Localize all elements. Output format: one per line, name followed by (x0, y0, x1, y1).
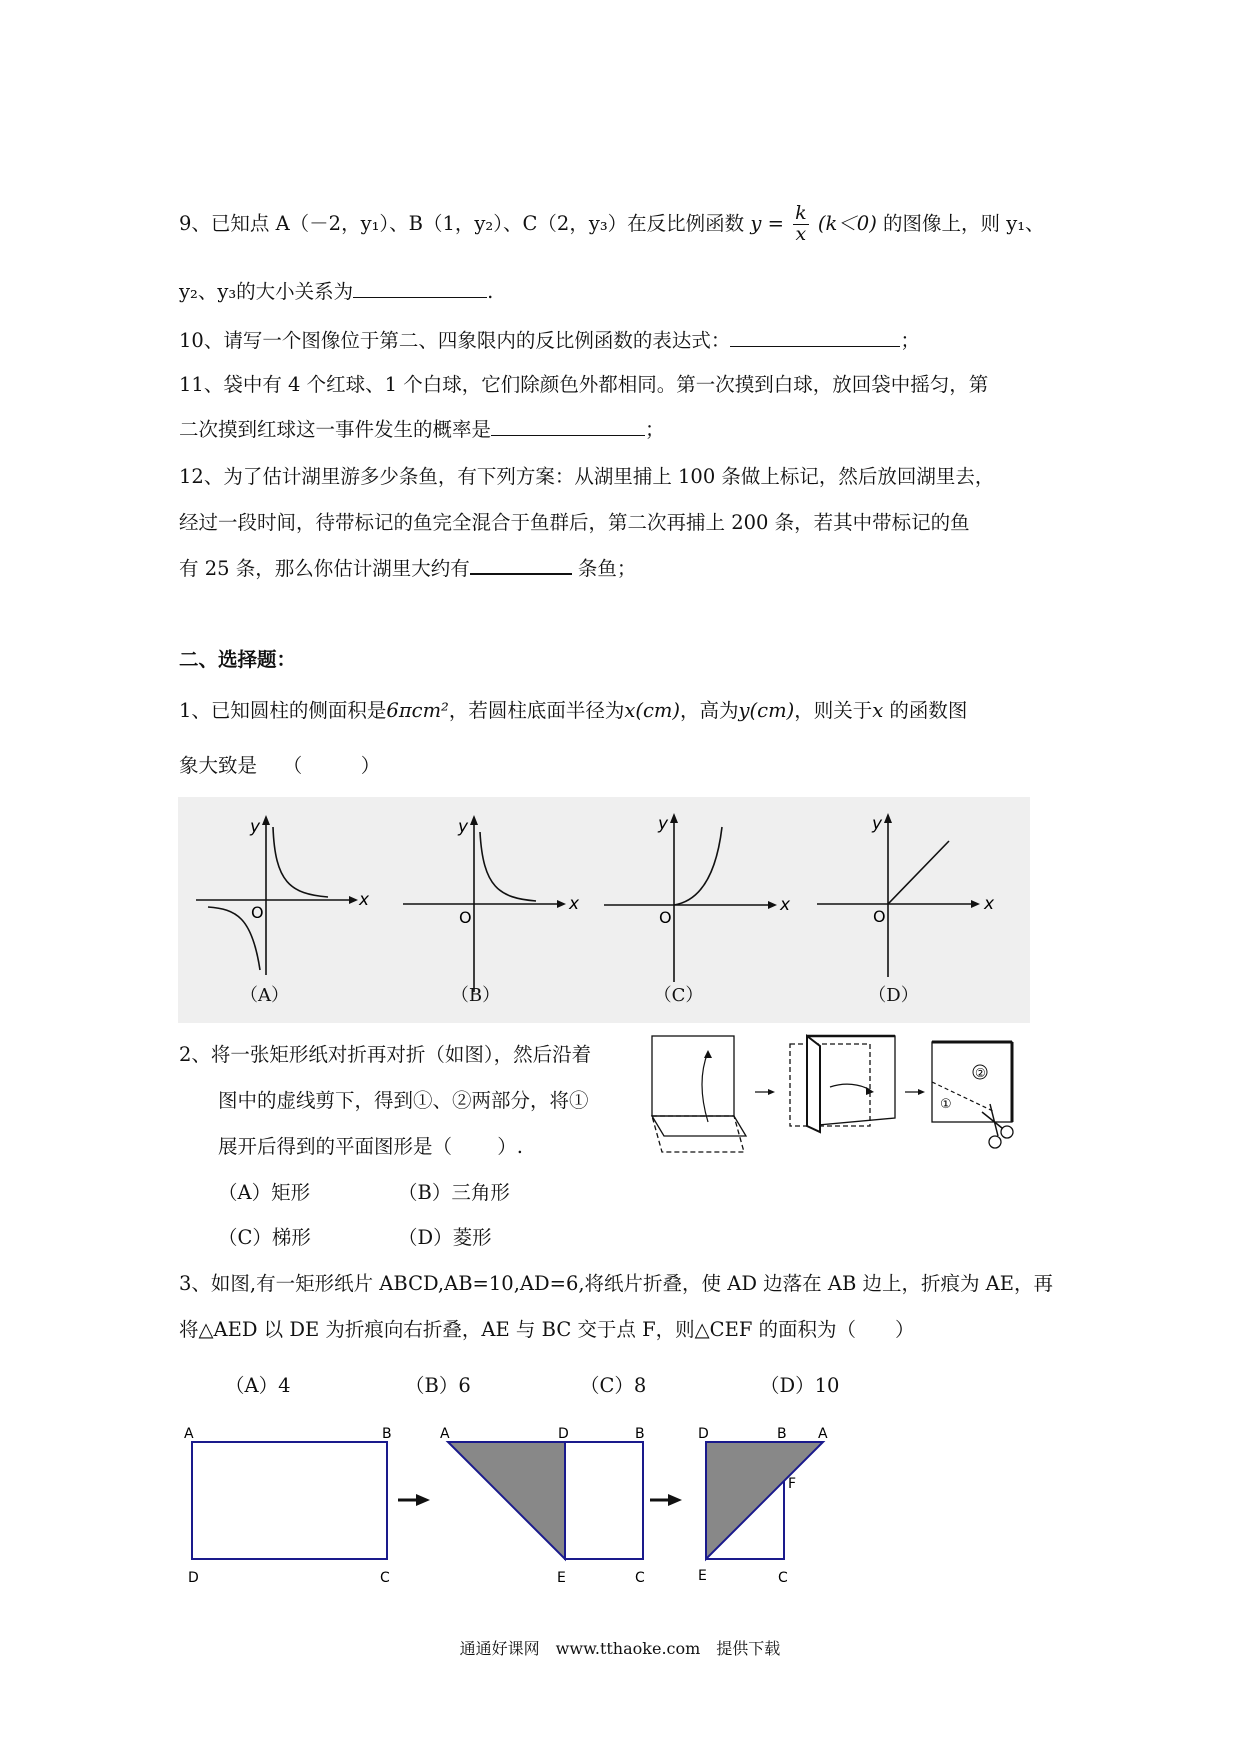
q10-text: 10、请写一个图像位于第二、四象限内的反比例函数的表达式： (179, 329, 731, 352)
q12-line2: 经过一段时间，待带标记的鱼完全混合于鱼群后，第二次再捕上 200 条，若其中带标记的鱼 (179, 511, 970, 534)
footer: 通通好课网 www.tthaoke.com 提供下载 (459, 1639, 781, 1658)
c3-fig2-E: E (557, 1570, 566, 1586)
c3-fig3-D: D (698, 1426, 709, 1442)
q12-line3-text: 有 25 条，那么你估计湖里大约有 (179, 557, 470, 580)
q9-suffix: 的图像上，则 y₁、 (883, 211, 1045, 235)
q9-line2 (179, 282, 493, 302)
q9-y-eq: y = (750, 211, 784, 235)
q12-line3-end: 条鱼； (571, 557, 637, 580)
c3-fig1-B: B (382, 1426, 392, 1442)
graph-b-label: （B） (450, 985, 501, 1006)
c3-option-c: （C）8 (580, 1374, 647, 1397)
graph-a-y-label: y (250, 817, 261, 837)
scissors-icon (989, 1136, 1001, 1148)
c3-fig2-B: B (635, 1426, 645, 1442)
q9-line1 (179, 204, 1045, 245)
c3-fig3-E: E (698, 1568, 707, 1584)
q11-line2-text: 二次摸到红球这一事件发生的概率是 (179, 418, 492, 441)
graph-a-x-label: x (359, 890, 370, 910)
section2-title: 二、选择题： (179, 648, 297, 671)
graph-a-origin: O (251, 903, 264, 922)
c3-line2: 将△AED 以 DE 为折痕向右折叠，AE 与 BC 交于点 F，则△CEF 的面积为（ ） (179, 1318, 915, 1341)
c2-line1: 2、将一张矩形纸对折再对折（如图），然后沿着 (179, 1043, 592, 1066)
q9-frac-den: x (795, 222, 807, 245)
c1-part5: 的函数图 (883, 699, 968, 722)
graph-b-origin: O (459, 908, 472, 927)
q9-line2-text: y₂、y₃的大小关系为 (179, 280, 354, 303)
graph-d (817, 797, 1030, 1023)
c3-fig3-B: B (777, 1426, 787, 1442)
q12-line3 (179, 559, 636, 579)
q11-answer-blank[interactable] (491, 434, 645, 436)
c1-area: 6πcm² (386, 699, 449, 722)
c1-part4: ，则关于 (794, 699, 873, 722)
q10-line (179, 331, 920, 351)
c1-line2: 象大致是 （ ） (179, 754, 381, 777)
c1-line1 (179, 701, 967, 721)
q9-prefix: 9、已知点 A（－2，y₁）、B（1，y₂）、C（2，y₃）在反比例函数 (179, 211, 745, 235)
c1-xvar: x (872, 699, 884, 722)
graph-d-origin: O (873, 907, 886, 926)
c2-folding-figure (650, 1032, 1030, 1162)
c3-fig1-D: D (188, 1570, 199, 1586)
c2-option-b: （B）三角形 (398, 1181, 510, 1204)
q11-line1: 11、袋中有 4 个红球、1 个白球，它们除颜色外都相同。第一次摸到白球，放回袋中摇匀，第 (179, 373, 989, 396)
c3-fig3-C: C (778, 1570, 788, 1586)
q9-fraction (793, 204, 809, 245)
c3-option-a: （A）4 (225, 1374, 291, 1397)
c3-fig1-A: A (184, 1426, 194, 1442)
q12-answer-blank[interactable] (470, 572, 572, 575)
c3-fig3-A: A (818, 1426, 828, 1442)
q9-frac-num: k (795, 202, 807, 224)
q10-answer-blank[interactable] (730, 345, 900, 347)
q10-end: ； (900, 329, 920, 352)
c1-part2: ，若圆柱底面半径为 (448, 699, 625, 722)
c2-option-c: （C）梯形 (218, 1226, 311, 1249)
c3-option-d: （D）10 (760, 1374, 840, 1397)
graph-b-y-label: y (458, 817, 469, 837)
c3-fig2-A: A (440, 1426, 450, 1442)
c2-line2: 图中的虚线剪下，得到①、②两部分，将① (218, 1089, 589, 1112)
c3-fig3-F: F (788, 1476, 797, 1492)
graph-a-label: （A） (240, 985, 289, 1006)
q9-line2-end: . (487, 280, 494, 303)
graph-c-x-label: x (780, 895, 791, 915)
q9-answer-blank[interactable] (353, 296, 487, 298)
c3-option-b: （B）6 (405, 1374, 471, 1397)
graph-d-label: （D） (868, 985, 919, 1006)
q9-condition: (k＜0) (817, 211, 877, 235)
graph-d-y-label: y (872, 814, 883, 834)
c1-part3: ，高为 (680, 699, 739, 722)
c1-xcm: x(cm) (624, 699, 681, 722)
c2-line3: 展开后得到的平面图形是（ ）. (218, 1135, 523, 1158)
c3-fig1-C: C (380, 1570, 390, 1586)
c2-fig-label-2: ② (975, 1066, 986, 1080)
graph-c (604, 797, 817, 1023)
c1-graphs-image (178, 797, 1030, 1023)
c3-fig2-C: C (635, 1570, 645, 1586)
q11-line2-end: ； (645, 418, 665, 441)
graph-d-x-label: x (984, 894, 995, 914)
graph-c-y-label: y (658, 814, 669, 834)
c3-folding-figure (180, 1420, 860, 1595)
c2-option-d: （D）菱形 (398, 1226, 492, 1249)
c3-fig2-D: D (558, 1426, 569, 1442)
c2-option-a: （A）矩形 (218, 1181, 311, 1204)
graph-c-origin: O (659, 908, 672, 927)
q11-line2 (179, 420, 665, 440)
graph-a (178, 797, 391, 1023)
c1-ycm: y(cm) (738, 699, 795, 722)
q12-line1: 12、为了估计湖里游多少条鱼，有下列方案：从湖里捕上 100 条做上标记，然后放回湖里去， (179, 465, 995, 488)
c3-line1: 3、如图,有一矩形纸片 ABCD,AB=10,AD=6,将纸片折叠，使 AD 边落在 AB 边上，折痕为 AE，再 (179, 1272, 1053, 1295)
graph-b-x-label: x (569, 894, 580, 914)
graph-c-label: （C） (653, 985, 704, 1006)
c1-part1: 1、已知圆柱的侧面积是 (179, 699, 387, 722)
c2-fig-label-1: ① (940, 1097, 952, 1112)
